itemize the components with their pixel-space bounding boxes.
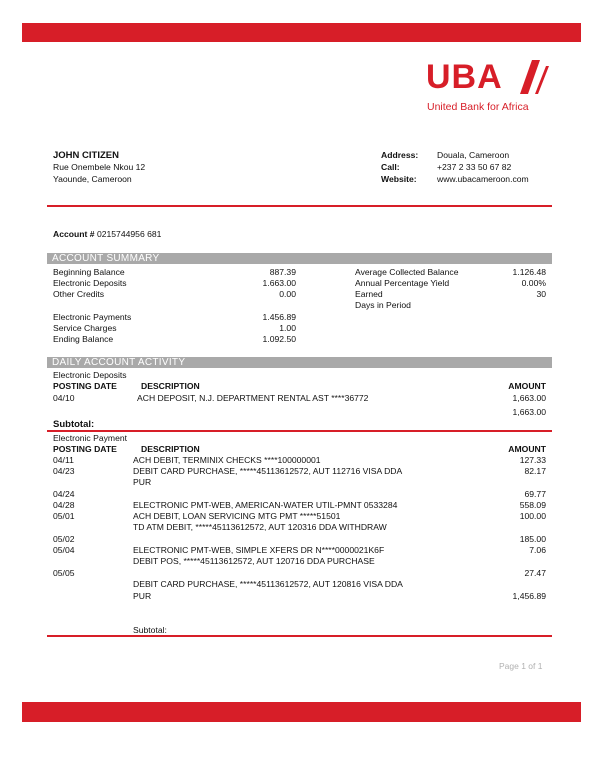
- deposits-subtotal-label: Subtotal:: [53, 419, 95, 430]
- payment-row-desc: ELECTRONIC PMT-WEB, AMERICAN-WATER UTIL-PMNT 0533284: [133, 500, 398, 510]
- bottom-brand-bar: [22, 702, 581, 722]
- account-number-value: 0215744956 681: [96, 229, 162, 239]
- deposits-col-amount: AMOUNT: [508, 381, 546, 391]
- payment-row-date: 05/04: [53, 545, 75, 555]
- summary-label-payments: Electronic Payments: [53, 312, 132, 322]
- payment-row-amount: 100.00: [519, 511, 546, 521]
- payment-row-date: 04/11: [53, 455, 74, 465]
- payment-row-date: 05/05: [53, 568, 75, 578]
- deposits-col-date: POSTING DATE: [53, 381, 117, 391]
- address-value: Douala, Cameroon: [437, 150, 510, 160]
- payment-row-desc: DEBIT CARD PURCHASE, *****45113612572, AUT 112716 VISA DDA: [133, 466, 403, 476]
- summary-label-days: Days in Period: [355, 300, 411, 310]
- summary-value-beginning: 887.39: [269, 267, 296, 277]
- payment-row-date: 04/28: [53, 500, 75, 510]
- summary-label-charges: Service Charges: [53, 323, 117, 333]
- account-summary-header: ACCOUNT SUMMARY: [47, 253, 552, 264]
- summary-value-payments: 1.456.89: [262, 312, 296, 322]
- deposits-col-desc: DESCRIPTION: [141, 381, 200, 391]
- payment-row-amount: 82.17: [524, 466, 546, 476]
- website-label: Website:: [381, 174, 417, 184]
- payment-row-amount: 185.00: [519, 534, 546, 544]
- summary-value-charges: 1.00: [279, 323, 296, 333]
- deposit-row-desc: ACH DEPOSIT, N.J. DEPARTMENT RENTAL AST ****36772: [137, 393, 369, 403]
- account-number: [53, 229, 161, 239]
- header-divider: [47, 205, 552, 207]
- summary-value-earned: 30: [536, 289, 546, 299]
- summary-value-ending: 1.092.50: [262, 334, 296, 344]
- deposits-total: 1,663.00: [512, 407, 546, 417]
- account-label: Account #: [53, 229, 95, 239]
- summary-label-avg-balance: Average Collected Balance: [355, 267, 459, 277]
- payment-row-amount: 1,456.89: [512, 591, 546, 601]
- payments-col-date: POSTING DATE: [53, 444, 117, 454]
- payment-row-amount: 7.06: [529, 545, 546, 555]
- top-brand-bar: [22, 23, 581, 42]
- address-label: Address:: [381, 150, 419, 160]
- payment-row-desc: TD ATM DEBIT, *****45113612572, AUT 120316 DDA WITHDRAW: [133, 522, 387, 532]
- payments-heading: Electronic Payment: [53, 433, 128, 443]
- customer-street: Rue Onembele Nkou 12: [53, 162, 146, 172]
- customer-city: Yaounde, Cameroon: [53, 174, 132, 184]
- website-value[interactable]: www.ubacameroon.com: [437, 174, 529, 184]
- payments-subtotal-label: Subtotal:: [133, 625, 167, 635]
- logo-sail-icon: [518, 60, 550, 94]
- summary-label-deposits: Electronic Deposits: [53, 278, 127, 288]
- payment-row-amount: 558.09: [519, 500, 546, 510]
- deposit-row-date: 04/10: [53, 393, 75, 403]
- payment-row-amount: 27.47: [524, 568, 546, 578]
- summary-label-credits: Other Credits: [53, 289, 105, 299]
- deposits-heading: Electronic Deposits: [53, 370, 127, 380]
- payment-row-desc: DEBIT POS, *****45113612572, AUT 120716 DDA PURCHASE: [133, 556, 375, 566]
- payment-row-desc: ACH DEBIT, LOAN SERVICING MTG PMT *****51501: [133, 511, 341, 521]
- summary-value-avg-balance: 1.126.48: [512, 267, 546, 277]
- call-label: Call:: [381, 162, 400, 172]
- logo-wordmark: UBA: [426, 58, 503, 96]
- summary-label-beginning: Beginning Balance: [53, 267, 125, 277]
- deposit-row-amount: 1,663.00: [512, 393, 546, 403]
- payment-row-desc: ACH DEBIT, TERMINIX CHECKS ****100000001: [133, 455, 321, 465]
- summary-value-deposits: 1.663.00: [262, 278, 296, 288]
- payment-row-date: 04/23: [53, 466, 75, 476]
- summary-value-apy: 0.00%: [521, 278, 546, 288]
- payment-row-desc: ELECTRONIC PMT-WEB, SIMPLE XFERS DR N****0000021K6F: [133, 545, 385, 555]
- call-value: +237 2 33 50 67 82: [437, 162, 512, 172]
- daily-activity-header: DAILY ACCOUNT ACTIVITY: [47, 357, 552, 368]
- payment-row-desc: PUR: [133, 591, 152, 601]
- payments-col-desc: DESCRIPTION: [141, 444, 200, 454]
- summary-label-apy: Annual Percentage Yield: [355, 278, 450, 288]
- payments-divider: [47, 635, 552, 637]
- payments-col-amount: AMOUNT: [508, 444, 546, 454]
- payment-row-desc: DEBIT CARD PURCHASE, *****45113612572, AUT 120816 VISA DDA: [133, 579, 403, 589]
- payment-row-date: 04/24: [53, 489, 75, 499]
- summary-value-credits: 0.00: [279, 289, 296, 299]
- payment-row-date: 05/01: [53, 511, 75, 521]
- payment-row-amount: 69.77: [524, 489, 546, 499]
- summary-label-ending: Ending Balance: [53, 334, 114, 344]
- deposits-divider: [47, 430, 552, 432]
- logo-bank-name: United Bank for Africa: [427, 101, 529, 113]
- customer-name: JOHN CITIZEN: [53, 150, 119, 161]
- summary-label-earned: Earned: [355, 289, 383, 299]
- payment-row-date: 05/02: [53, 534, 75, 544]
- payment-row-desc: PUR: [133, 477, 152, 487]
- page-number: Page 1 of 1: [499, 661, 543, 671]
- payment-row-amount: 127.33: [519, 455, 546, 465]
